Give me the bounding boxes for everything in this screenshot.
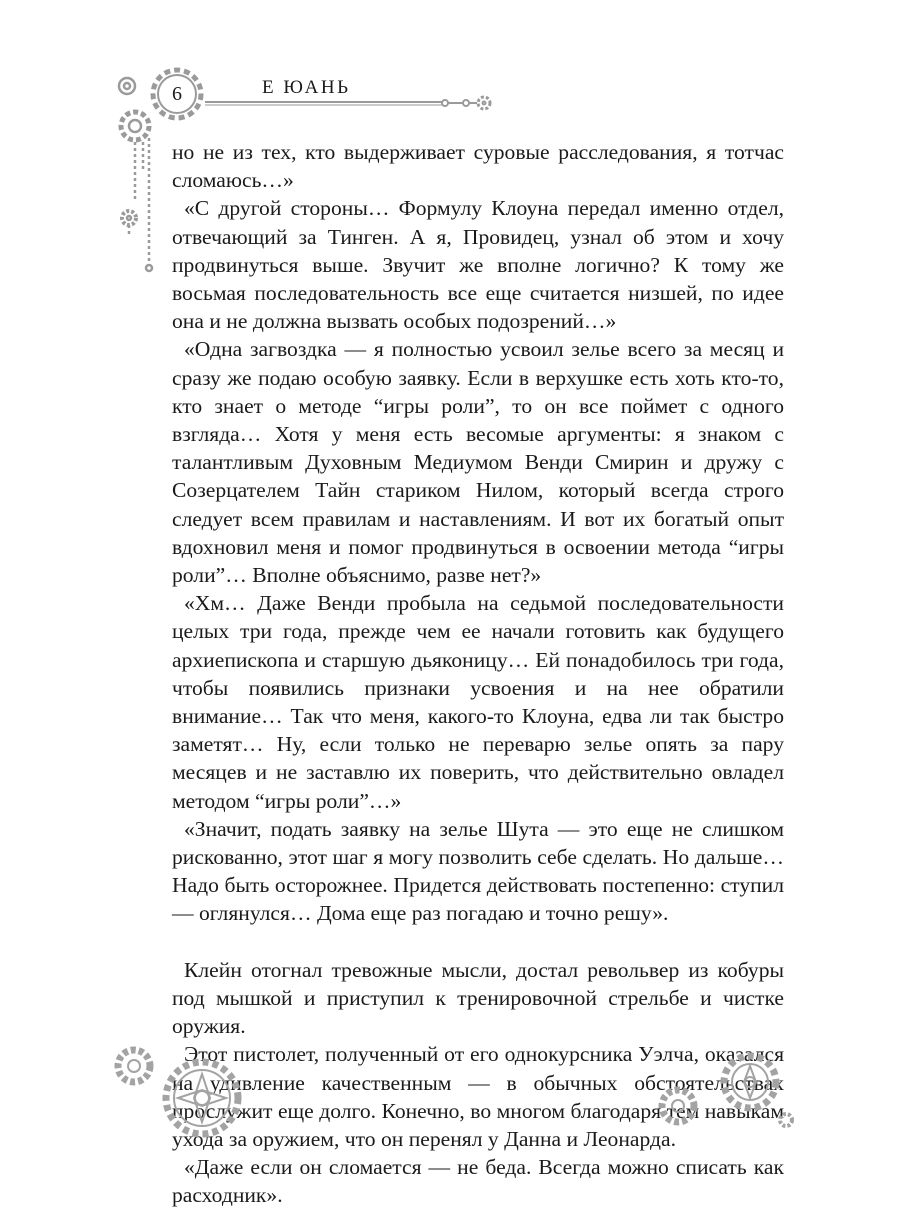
paragraph: Клейн отогнал тревожные мысли, достал револьвер из кобуры под мышкой и приступил к тренировочной стрельбе и чистке оружия. bbox=[172, 957, 784, 1039]
paragraph: «С другой стороны… Формулу Клоуна передал именно отдел, отвечающий за Тинген. А я, Провидец, узнал об этом и хочу продвинуться выше. Звучит же вполне логично? К тому же восьмая последовательность все еще считается низшей, по идее она и не должна вызвать особых подозрений…» bbox=[172, 196, 784, 334]
paragraph: «Хм… Даже Венди пробыла на седьмой последовательности целых три года, прежде чем ее начали готовить как будущего архиепископа и старшую дьяконицу… Ей понадобилось три года, чтобы появились признаки усвоения и на нее обратили внимание… Так что меня, какого-то Клоуна, едва ли так быстро заметят… Ну, если только не переварю зелье опять за пару месяцев и не заставлю их поверить, что действительно овладел методом “игры роли”…» bbox=[172, 591, 784, 813]
page-number: 6 bbox=[172, 83, 182, 105]
paragraph: «Одна загвоздка — я полностью усвоил зелье всего за месяц и сразу же подаю особую заявку. Если в верхушке есть хоть кто-то, кто знает о методе “игры роли”, то он все поймет с одного взгляда… Хотя у меня есть весомые аргументы: я знаком с талантливым Духовным Медиумом Венди Смирин и дружу с Созерцателем Тайн стариком Нилом, который всегда строго следует всем правилам и наставлениям. И вот их богатый опыт вдохновил меня и помог продвинуться в освоении метода “игры роли”… Вполне объяснимо, разве нет?» bbox=[172, 337, 784, 588]
paragraph: «Значит, подать заявку на зелье Шута — это еще не слишком рискованно, этот шаг я могу позволить себе сделать. Но дальше… Надо быть осторожнее. Придется действовать постепенно: ступил — оглянулся… Дома еще раз погадаю и точно решу». bbox=[172, 816, 784, 926]
footer-gear-ornament-left bbox=[110, 1040, 290, 1140]
paragraph: Этот пистолет, полученный от его однокурсника Уэлча, оказался на удивление качественным — в обычных обстоятельствах прослужит еще долго. Конечно, во многом благодаря тем навыкам ухода за оружием, что он перенял у Данна и Леонарда. bbox=[172, 1042, 784, 1151]
footer-gear-ornament-right bbox=[650, 1050, 800, 1140]
paragraph: «Даже если он сломается — не беда. Всегда можно списать как расходник». bbox=[172, 1155, 784, 1208]
running-head-author: Е ЮАНЬ bbox=[262, 77, 351, 98]
paragraph: но не из тех, кто выдерживает суровые расследования, я тотчас сломаюсь…» bbox=[172, 140, 784, 193]
header-rule bbox=[205, 94, 495, 114]
